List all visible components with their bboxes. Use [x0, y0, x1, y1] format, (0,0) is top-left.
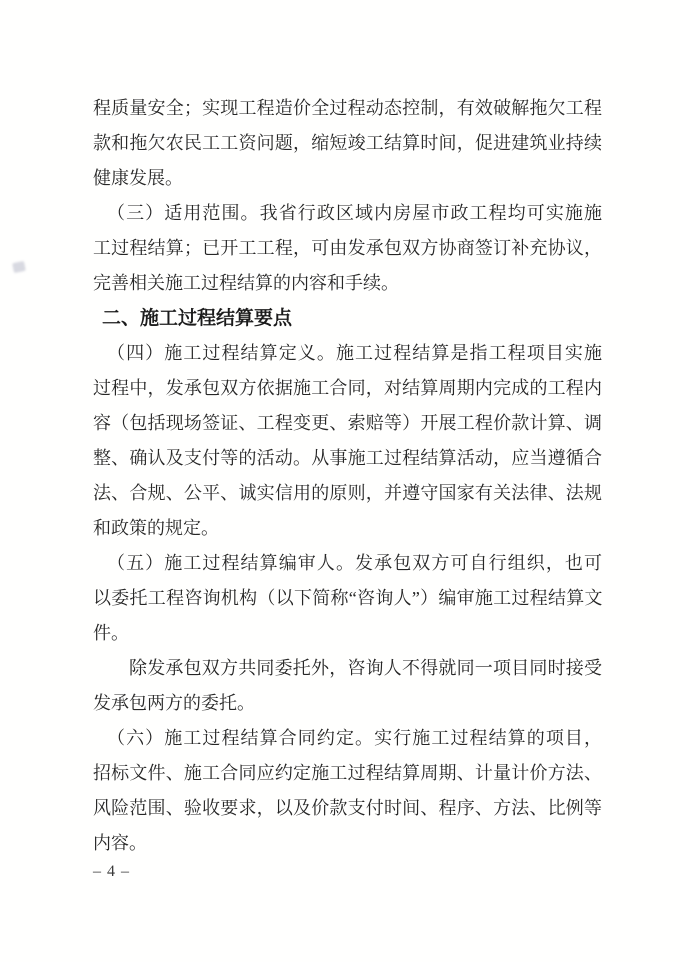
paragraph-line: 法、合规、公平、诚实信用的原则，并遵守国家有关法律、法规 — [93, 483, 602, 503]
paragraph-line: 招标文件、施工合同应约定施工过程结算周期、计量计价方法、 — [93, 763, 602, 783]
paragraph-line: 件。 — [93, 623, 129, 643]
paragraph-line: （四）施工过程结算定义。施工过程结算是指工程项目实施 — [107, 343, 602, 363]
section-heading: 二、施工过程结算要点 — [102, 308, 293, 329]
scan-smudge-artifact — [12, 261, 26, 273]
paragraph-line: 健康发展。 — [93, 168, 183, 188]
paragraph-line: （五）施工过程结算编审人。发承包双方可自行组织，也可 — [107, 553, 602, 573]
paragraph-line: 除发承包双方共同委托外，咨询人不得就同一项目同时接受 — [129, 658, 602, 678]
paragraph-line: 程质量安全；实现工程造价全过程动态控制，有效破解拖欠工程 — [93, 98, 602, 118]
document-body — [93, 91, 602, 861]
paragraph-line: 以委托工程咨询机构（以下简称“咨询人”）编审施工过程结算文 — [93, 588, 602, 608]
paragraph-line: 发承包两方的委托。 — [93, 693, 255, 713]
paragraph-line: 风险范围、验收要求，以及价款支付时间、程序、方法、比例等 — [93, 798, 602, 818]
paragraph-line: 容（包括现场签证、工程变更、索赔等）开展工程价款计算、调 — [93, 413, 602, 433]
paragraph-line: 整、确认及支付等的活动。从事施工过程结算活动，应当遵循合 — [93, 448, 602, 468]
page-number: – 4 – — [93, 863, 130, 880]
paragraph-line: （六）施工过程结算合同约定。实行施工过程结算的项目， — [107, 728, 602, 748]
paragraph-line: （三）适用范围。我省行政区域内房屋市政工程均可实施施 — [107, 203, 602, 223]
paragraph-line: 和政策的规定。 — [93, 518, 219, 538]
paragraph-line: 工过程结算；已开工工程，可由发承包双方协商签订补充协议， — [93, 238, 602, 258]
paragraph-line: 款和拖欠农民工工资问题，缩短竣工结算时间，促进建筑业持续 — [93, 133, 602, 153]
paragraph-line: 完善相关施工过程结算的内容和手续。 — [93, 273, 399, 293]
paragraph-line: 过程中，发承包双方依据施工合同，对结算周期内完成的工程内 — [93, 378, 602, 398]
paragraph-line: 内容。 — [93, 833, 147, 853]
